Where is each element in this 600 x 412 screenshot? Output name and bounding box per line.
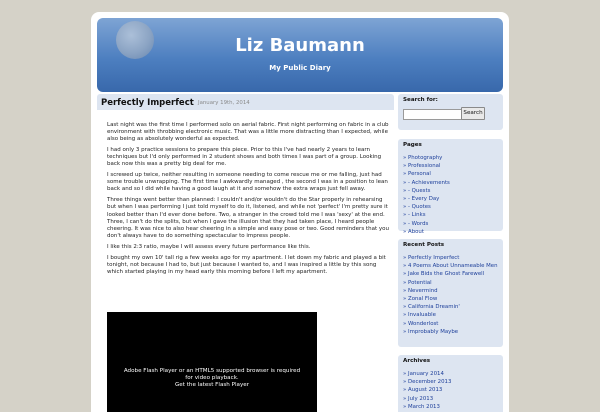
post-body — [107, 122, 389, 280]
recent-posts-list — [403, 254, 499, 336]
flash-message-line: for video playback. — [185, 375, 239, 381]
header-banner — [97, 18, 503, 92]
post-paragraph: Last night was the first time I performed solo on aerial fabric. First night performing on fabric in a club environment with throbbing electronic music. That was a little more distracting than I expected, while also being as absolutely wonderful as expected. — [107, 122, 389, 143]
post-paragraph: I had only 3 practice sessions to prepare this piece. Prior to this I've had nearly 2 years to learn techniques but I'd only performed in 2 student shows and both times I was part of a group. Looking back now this was a pretty big deal for me. — [107, 147, 382, 168]
page-link[interactable]: » Professional — [403, 163, 441, 170]
page-link[interactable]: » - Words — [403, 220, 429, 227]
archive-link[interactable]: » August 2013 — [403, 387, 443, 394]
page-link[interactable]: » - Every Day — [403, 196, 440, 203]
sidebar — [398, 94, 503, 412]
search-input[interactable] — [403, 109, 463, 120]
page-link[interactable]: » Personal — [403, 171, 431, 178]
recent-post-link[interactable]: » Zonal Flow — [403, 296, 438, 303]
post-header — [97, 94, 394, 110]
recent-post-link[interactable]: » Improbably Maybe — [403, 328, 459, 335]
blog-description: My Public Diary — [269, 64, 331, 72]
archive-link[interactable]: » March 2013 — [403, 403, 440, 410]
page-link[interactable]: » - Links — [403, 212, 426, 219]
page-link[interactable]: » - Achievements — [403, 179, 450, 186]
recent-post-link[interactable]: » Jake Bids the Ghost Farewell — [403, 271, 485, 278]
pages-list — [403, 154, 499, 236]
post-paragraph: I screwed up twice, neither resulting in someone needing to come rescue me or me falling, just had some trouble unwrapping. The first time I awkwardly managed , the second I was in a position to lean back and so I did while having a good laugh at it and somehow the extra wraps just fell away. — [107, 172, 388, 193]
page-link[interactable]: » - Quotes — [403, 204, 431, 211]
flash-message-line: Adobe Flash Player or an HTML5 supported browser is required — [123, 368, 301, 374]
pages-heading: Pages — [403, 142, 422, 148]
recent-post-link[interactable]: » Potential — [403, 279, 432, 286]
recent-post-link[interactable]: » Nevermind — [403, 287, 438, 294]
search-widget — [398, 94, 503, 130]
page-link[interactable]: » About — [403, 228, 424, 235]
archives-widget — [398, 355, 503, 412]
recent-post-link[interactable]: » Perfectly Imperfect — [403, 255, 460, 261]
post-paragraph: I like this 2:3 ratio, maybe I will assess every future performance like this. — [107, 243, 311, 250]
post-date: January 19th, 2014 — [198, 100, 250, 106]
recent-post-link[interactable]: » California Dreamin' — [403, 304, 460, 311]
blog-title[interactable]: Liz Baumann — [235, 35, 365, 56]
archives-heading: Archives — [403, 358, 431, 364]
recent-post-link[interactable]: » 4 Poems About Unnameable Men — [403, 263, 498, 270]
archives-list — [403, 370, 499, 411]
page-link[interactable]: » Photography — [403, 155, 443, 161]
post-paragraph: I bought my own 10' tall rig a few weeks ago for my apartment. I let down my fabric and played a bit tonight, not because I had to, but just because I wanted to, and I was inspired a little by this song which started playing in my head early this morning before I left my apartment. — [107, 254, 386, 275]
archive-link[interactable]: » December 2013 — [403, 379, 452, 386]
page-link[interactable]: » - Quests — [403, 187, 431, 194]
pages-widget — [398, 139, 503, 235]
video-player[interactable] — [107, 312, 317, 412]
search-button[interactable]: Search — [461, 107, 485, 120]
recent-posts-heading: Recent Posts — [403, 242, 445, 248]
recent-posts-widget — [398, 239, 503, 347]
get-flash-player-link[interactable]: Get the latest Flash Player — [174, 382, 250, 388]
recent-post-link[interactable]: » Wonderlost — [403, 320, 439, 327]
recent-post-link[interactable]: » Invaluable — [403, 312, 436, 319]
post-paragraph: Three things went better than planned: I couldn't and/or wouldn't do the Star properly in rehearsing but when I was performing I just told myself to do it, listened, and while not 'perfect' I'm pretty sure it looked better than I'd ever done before. Two, a stranger in the crowd told me I was 'sexy' at the end. Three, I can't do the splits, but when I gave the illusion that they had taken place, I heard people cheering. It was nice to also hear cheering in a simple and easy pose or two. Good reminders that you don't always have to do something spectacular to impress people. — [107, 197, 389, 239]
flash-required-message — [107, 368, 317, 389]
post-title[interactable]: Perfectly Imperfect — [101, 98, 194, 108]
main-content — [97, 94, 394, 412]
archive-link[interactable]: » January 2014 — [403, 371, 444, 377]
archive-link[interactable]: » July 2013 — [403, 395, 434, 402]
page-container — [91, 12, 509, 412]
search-label: Search for: — [403, 97, 438, 103]
